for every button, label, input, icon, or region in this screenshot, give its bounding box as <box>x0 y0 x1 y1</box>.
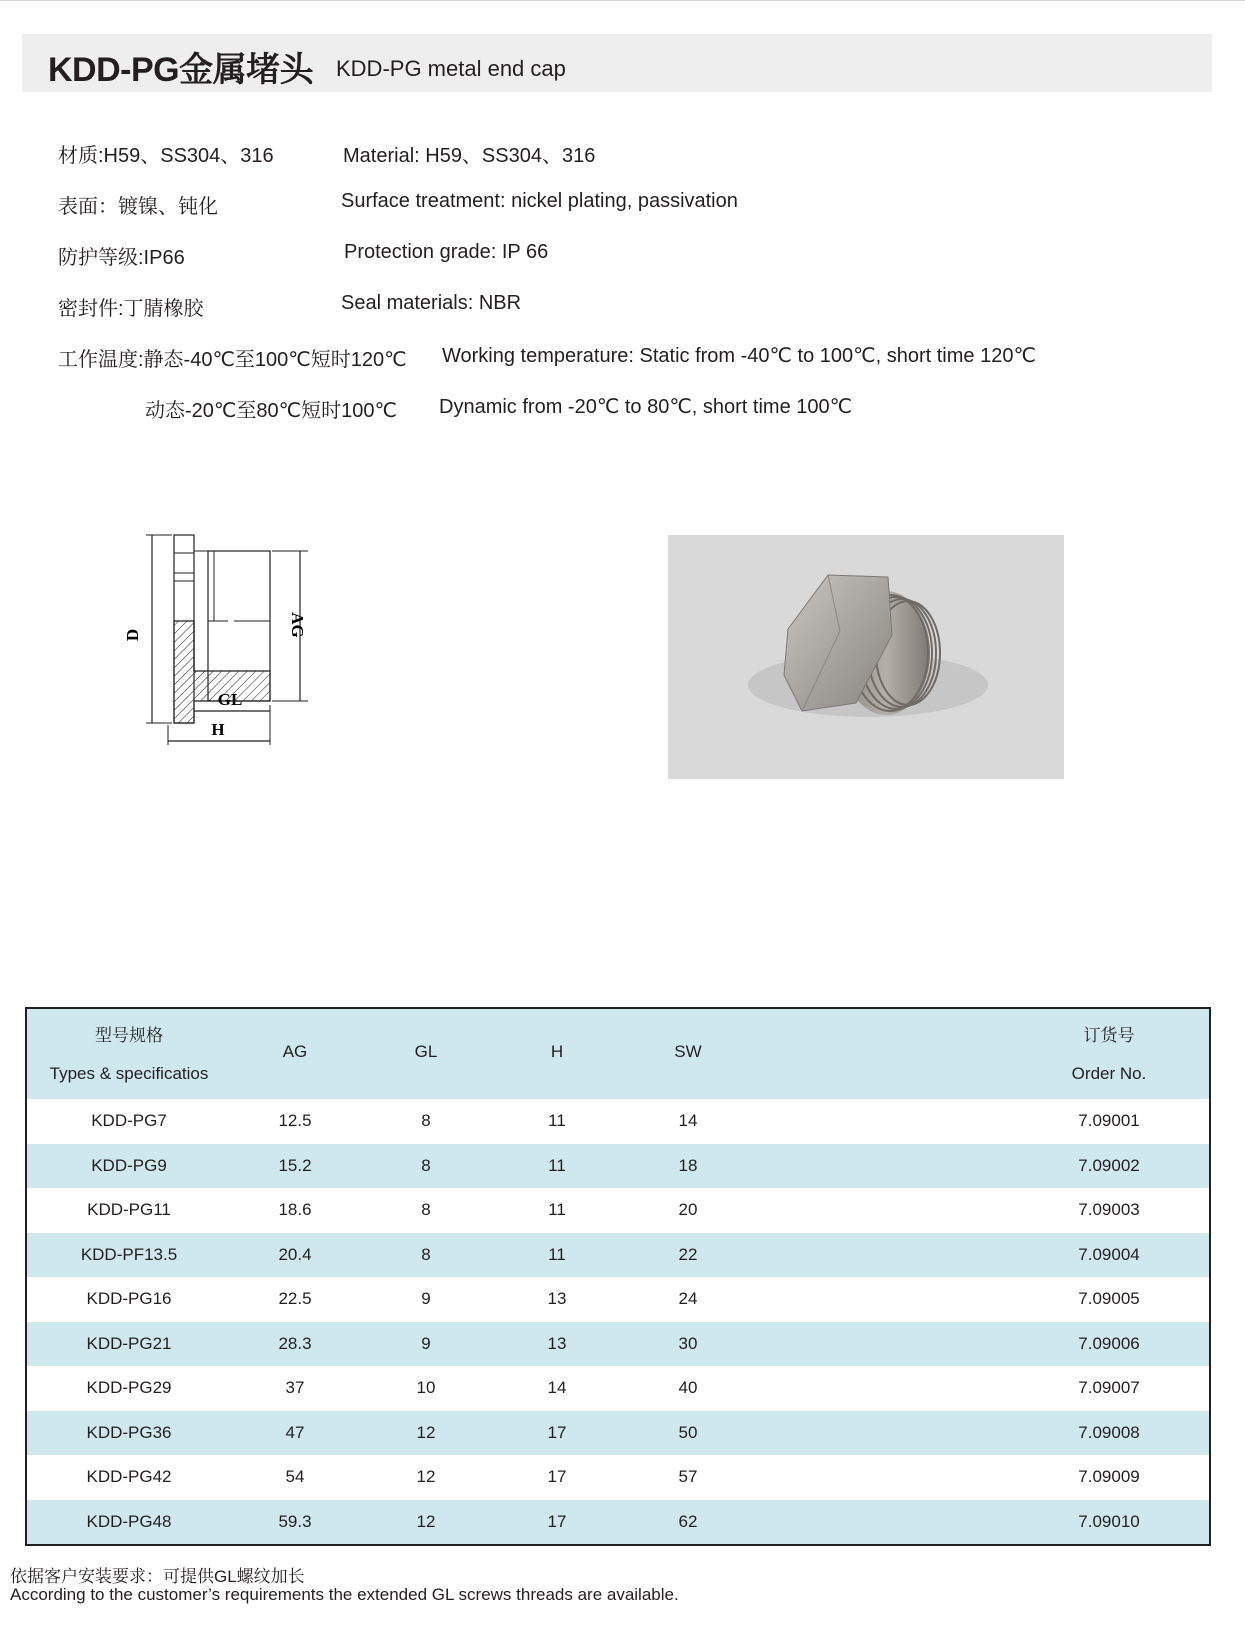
cell-sw: 18 <box>678 1155 698 1175</box>
drawing-label-h: H <box>211 720 225 739</box>
cell-order: 7.09005 <box>1078 1289 1140 1308</box>
cell-gl: 8 <box>421 1155 431 1175</box>
cell-ag: 15.2 <box>278 1155 312 1175</box>
top-rule <box>0 0 1245 1</box>
footnote-en: According to the customer’s requirements the extended GL screws threads are available. <box>10 1585 679 1604</box>
spec-surface-en: Surface treatment: nickel plating, passivation <box>341 190 738 212</box>
spec-dynamic-cn: 动态-20℃至80℃短时100℃ <box>145 400 397 422</box>
cell-type: KDD-PG16 <box>86 1289 172 1308</box>
cell-ag: 47 <box>285 1422 305 1442</box>
page-title: KDD-PG金属堵头 <box>48 51 314 89</box>
table-row <box>27 1322 1209 1367</box>
cell-order: 7.09001 <box>1078 1111 1140 1130</box>
cell-type: KDD-PF13.5 <box>80 1244 178 1264</box>
cell-gl: 12 <box>416 1511 436 1531</box>
header-gl: GL <box>414 1042 438 1061</box>
footnote-cn: 依据客户安装要求：可提供GL螺纹加长 <box>10 1567 305 1586</box>
cell-ag: 12.5 <box>278 1111 312 1130</box>
cell-order: 7.09010 <box>1078 1511 1140 1531</box>
spec-material-cn: 材质:H59、SS304、316 <box>58 145 274 167</box>
cell-sw: 14 <box>678 1111 698 1130</box>
drawing-label-ag: AG <box>288 612 307 638</box>
cell-type: KDD-PG48 <box>86 1511 172 1531</box>
cell-ag: 37 <box>285 1378 305 1397</box>
cell-gl: 12 <box>416 1467 436 1486</box>
cell-ag: 54 <box>285 1467 305 1486</box>
spec-temp-cn: 工作温度:静态-40℃至100℃短时120℃ <box>58 349 407 371</box>
spec-protection-cn: 防护等级:IP66 <box>58 247 185 269</box>
drawing-label-gl: GL <box>217 690 243 709</box>
header-ag: AG <box>282 1042 308 1061</box>
table-row <box>27 1277 1209 1322</box>
header-h: H <box>550 1042 564 1061</box>
cell-gl: 9 <box>421 1289 431 1308</box>
cell-gl: 8 <box>421 1111 431 1130</box>
cell-order: 7.09006 <box>1078 1333 1140 1353</box>
cell-gl: 8 <box>421 1200 431 1219</box>
cell-type: KDD-PG21 <box>86 1333 172 1353</box>
table-row <box>27 1144 1209 1189</box>
cell-order: 7.09002 <box>1078 1155 1140 1175</box>
cell-h: 11 <box>548 1244 566 1264</box>
cell-h: 11 <box>548 1155 566 1175</box>
header-order-cn: 订货号 <box>1083 1026 1135 1045</box>
cell-sw: 30 <box>678 1333 698 1353</box>
cell-order: 7.09004 <box>1078 1244 1140 1264</box>
cell-h: 11 <box>548 1200 566 1219</box>
spec-surface-cn: 表面：镀镍、钝化 <box>58 196 218 218</box>
cell-sw: 24 <box>678 1289 698 1308</box>
cell-gl: 12 <box>416 1422 436 1442</box>
table-header <box>27 1009 1209 1099</box>
table-row <box>27 1411 1209 1456</box>
cell-order: 7.09008 <box>1078 1422 1140 1442</box>
spec-material-en: Material: H59、SS304、316 <box>343 145 596 167</box>
header-type-cn: 型号规格 <box>95 1026 163 1045</box>
header-type-en: Types & specificatios <box>49 1064 209 1083</box>
table-row <box>27 1366 1209 1411</box>
cell-sw: 40 <box>678 1378 698 1397</box>
cell-h: 13 <box>547 1333 567 1353</box>
cell-type: KDD-PG42 <box>86 1467 172 1486</box>
cell-h: 13 <box>547 1289 567 1308</box>
cell-ag: 20.4 <box>278 1244 312 1264</box>
cell-h: 17 <box>547 1422 567 1442</box>
cell-ag: 22.5 <box>278 1289 312 1308</box>
cell-sw: 22 <box>678 1244 698 1264</box>
spec-dynamic-en: Dynamic from -20℃ to 80℃, short time 100℃ <box>439 396 853 418</box>
table-row <box>27 1455 1209 1500</box>
cell-type: KDD-PG36 <box>86 1422 172 1442</box>
cell-h: 11 <box>548 1111 566 1130</box>
table-row <box>27 1188 1209 1233</box>
product-photo <box>668 535 1064 779</box>
cell-gl: 10 <box>416 1378 436 1397</box>
spec-protection-en: Protection grade: IP 66 <box>344 241 549 263</box>
cell-h: 17 <box>547 1467 567 1486</box>
cell-order: 7.09003 <box>1078 1200 1140 1219</box>
cell-gl: 8 <box>421 1244 431 1264</box>
table-row <box>27 1099 1209 1144</box>
spec-seal-en: Seal materials: NBR <box>341 292 522 314</box>
technical-drawing <box>123 525 330 785</box>
cell-sw: 20 <box>678 1200 698 1219</box>
cell-sw: 50 <box>678 1422 698 1442</box>
header-sw: SW <box>674 1042 702 1061</box>
drawing-label-d: D <box>123 628 142 642</box>
cell-ag: 18.6 <box>278 1200 312 1219</box>
cell-type: KDD-PG11 <box>87 1200 171 1219</box>
cell-sw: 57 <box>678 1467 698 1486</box>
cell-ag: 28.3 <box>278 1333 312 1353</box>
cell-type: KDD-PG9 <box>91 1155 167 1175</box>
cell-h: 14 <box>547 1378 567 1397</box>
cell-type: KDD-PG29 <box>86 1378 172 1397</box>
cell-gl: 9 <box>421 1333 431 1353</box>
spec-temp-en: Working temperature: Static from -40℃ to 100℃, short time 120℃ <box>442 345 1036 367</box>
table-row <box>27 1500 1209 1545</box>
spec-seal-cn: 密封件:丁腈橡胶 <box>58 298 204 320</box>
cell-ag: 59.3 <box>278 1511 312 1531</box>
table-row <box>27 1233 1209 1278</box>
cell-h: 17 <box>547 1511 567 1531</box>
page-subtitle: KDD-PG metal end cap <box>336 56 566 81</box>
cell-type: KDD-PG7 <box>91 1111 167 1130</box>
cell-order: 7.09007 <box>1078 1378 1140 1397</box>
cell-sw: 62 <box>678 1511 698 1531</box>
spec-table <box>25 1007 1211 1546</box>
header-order-en: Order No. <box>1071 1064 1147 1083</box>
cell-order: 7.09009 <box>1078 1467 1140 1486</box>
